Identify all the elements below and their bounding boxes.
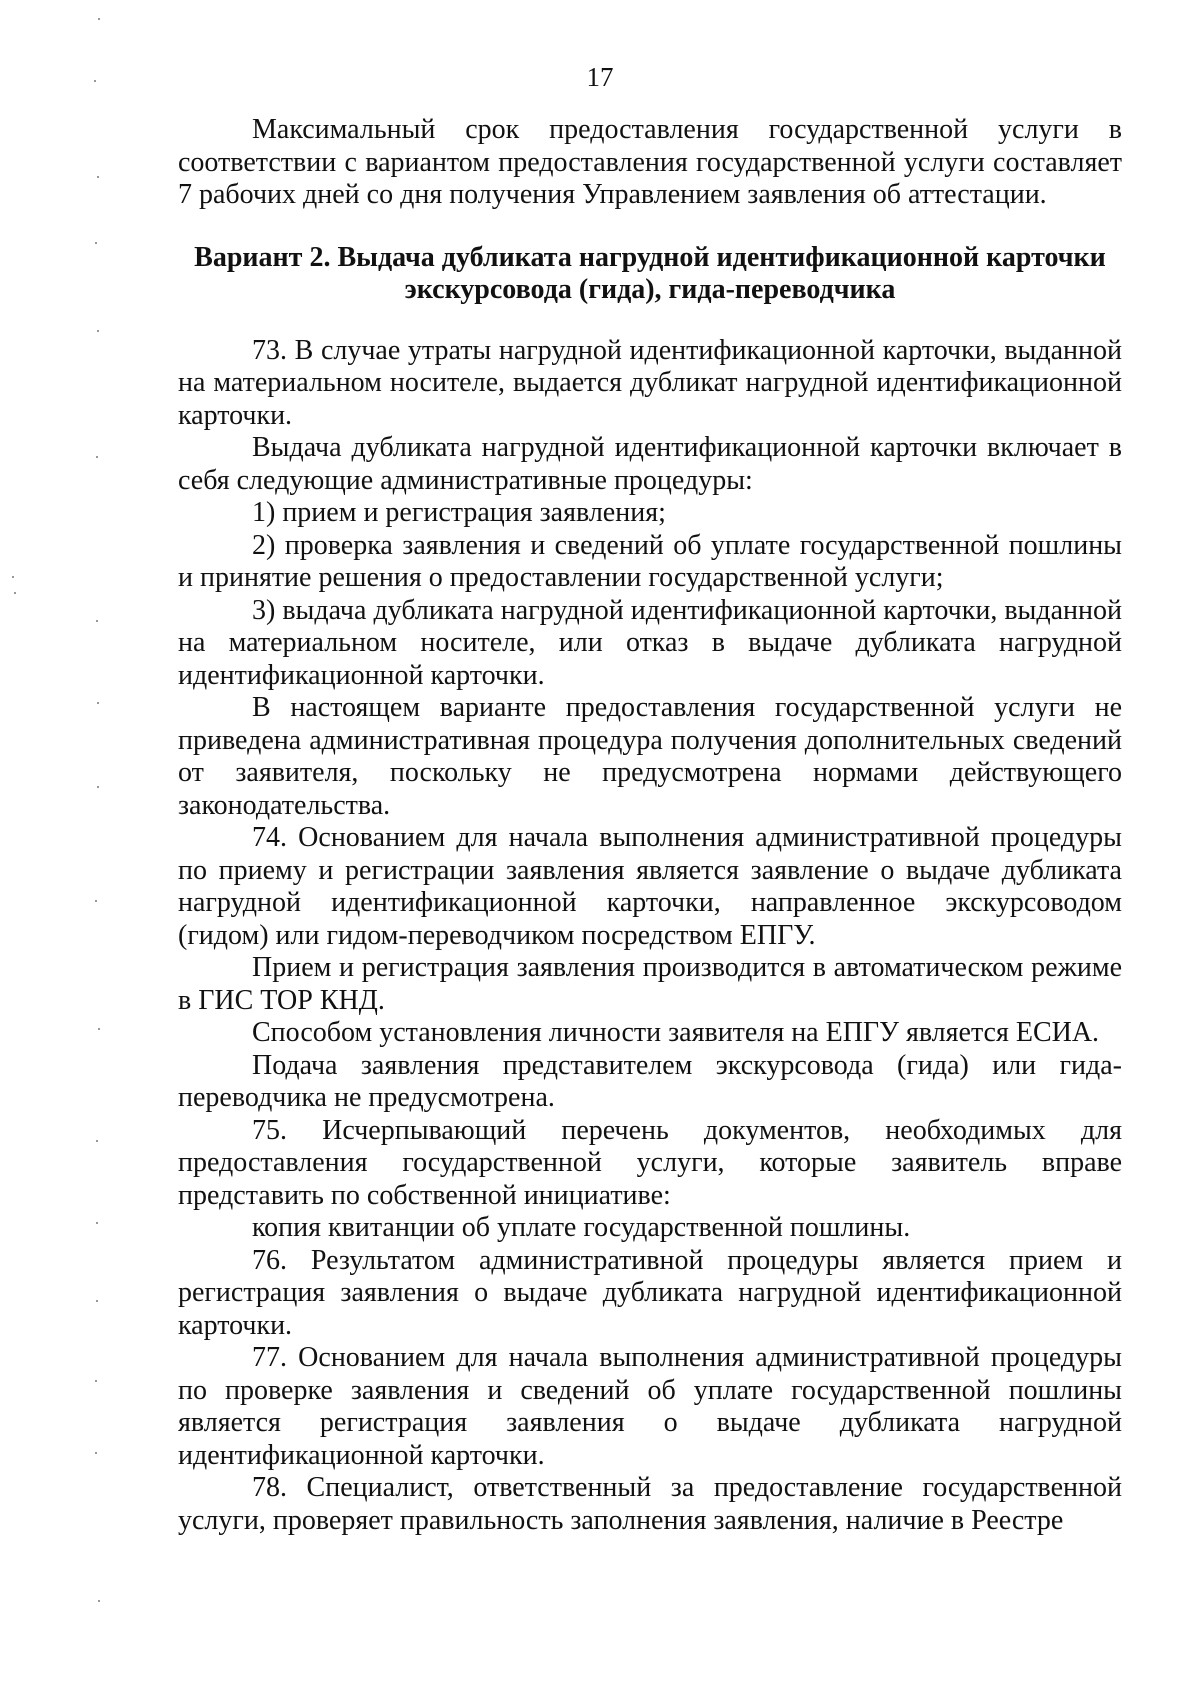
paragraph-76: 76. Результатом административной процедуры является прием и регистрация заявления о выдаче дубликата нагрудной идентификационной карточки. [178, 1244, 1122, 1341]
paragraph-representative: Подача заявления представителем экскурсовода (гида) или гида-переводчика не предусмотрена. [178, 1049, 1122, 1113]
scan-margin-dots [0, 0, 120, 1696]
paragraph-procedures-intro: Выдача дубликата нагрудной идентификационной карточки включает в себя следующие административные процедуры: [178, 432, 1122, 496]
list-item-3: 3) выдача дубликата нагрудной идентификационной карточки, выданной на материальном носителе, или отказ в выдаче дубликата нагрудной идентификационной карточки. [178, 594, 1122, 691]
paragraph-identification: Способом установления личности заявителя на ЕПГУ является ЕСИА. [252, 1017, 1100, 1048]
paragraph-75: 75. Исчерпывающий перечень документов, необходимых для предоставления государственной услуги, которые заявитель вправе представить по собственной инициативе: [178, 1114, 1122, 1211]
paragraph-receipt-copy: копия квитанции об уплате государственной пошлины. [252, 1212, 911, 1243]
paragraph-73: 73. В случае утраты нагрудной идентификационной карточки, выданной на материальном носителе, выдается дубликат нагрудной идентификационной карточки. [178, 334, 1122, 431]
paragraph-74: 74. Основанием для начала выполнения административной процедуры по приему и регистрации заявления является заявление о выдаче дубликата нагрудной идентификационной карточки, направленное экскурсоводом (гидом) или гидом-переводчиком посредством ЕПГУ. [178, 822, 1122, 951]
paragraph-registration-mode: Прием и регистрация заявления производится в автоматическом режиме в ГИС ТОР КНД. [178, 952, 1122, 1016]
paragraph-77: 77. Основанием для начала выполнения административной процедуры по проверке заявления и сведений об уплате государственной пошлины является регистрация заявления о выдаче дубликата нагрудной идентификационной карточки. [178, 1342, 1122, 1471]
section-heading: Вариант 2. Выдача дубликата нагрудной идентификационной карточки экскурсовода (гида), гида-переводчика [194, 241, 1106, 305]
document-body [178, 114, 1122, 1537]
list-item-1: 1) прием и регистрация заявления; [252, 497, 666, 528]
page-number: 17 [586, 62, 614, 92]
paragraph-max-term: Максимальный срок предоставления государственной услуги в соответствии с вариантом предоставления государственной услуги составляет 7 рабочих дней со дня получения Управлением заявления об аттестации. [178, 114, 1122, 210]
paragraph-no-additional-info: В настоящем варианте предоставления государственной услуги не приведена административная процедура получения дополнительных сведений от заявителя, поскольку не предусмотрена нормами действующего законодательства. [178, 692, 1122, 821]
paragraph-78: 78. Специалист, ответственный за предоставление государственной услуги, проверяет правильность заполнения заявления, наличие в Реестре [178, 1472, 1122, 1536]
list-item-2: 2) проверка заявления и сведений об уплате государственной пошлины и принятие решения о предоставлении государственной услуги; [178, 529, 1122, 593]
